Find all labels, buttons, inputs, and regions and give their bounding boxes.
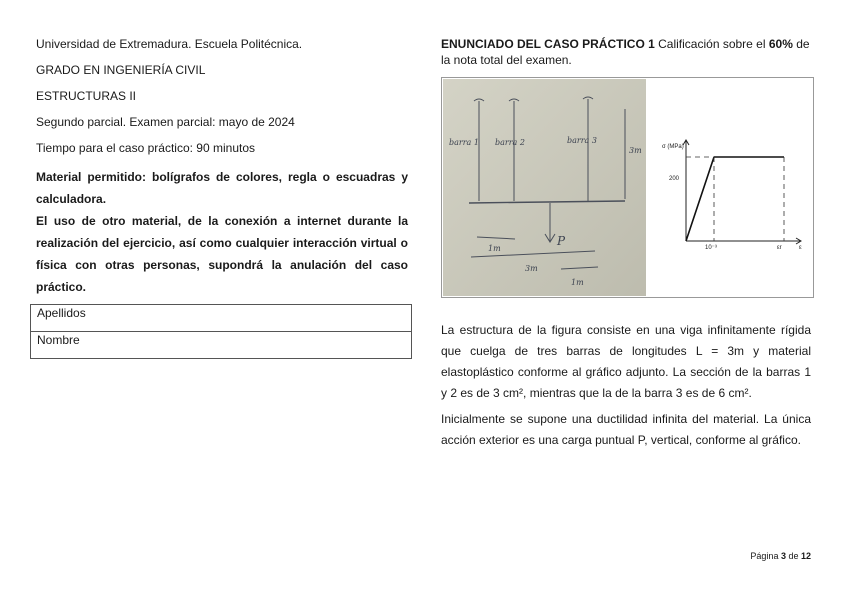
graph-x-label: ε <box>799 245 802 251</box>
university-line: Universidad de Extremadura. Escuela Politécnica. <box>36 37 303 51</box>
grading-percent: 60% <box>768 37 793 51</box>
sketch-dim-a: 1m <box>488 244 501 253</box>
graph-y-label: σ (MPa) <box>662 144 684 150</box>
surname-field[interactable]: Apellidos <box>31 305 412 332</box>
course-line: ESTRUCTURAS II <box>36 89 137 103</box>
student-form <box>30 304 412 359</box>
footer-page-word: Página <box>750 551 781 561</box>
exam-header <box>36 36 408 298</box>
footer-of-word: de <box>785 551 801 561</box>
sketch-bar3-label: barra 3 <box>567 136 597 145</box>
sketch-dim-c: 1m <box>571 278 584 287</box>
structure-sketch <box>443 79 646 296</box>
graph-x-tick-er: εr <box>777 245 782 251</box>
page-footer <box>750 551 811 561</box>
problem-paragraph-1: La estructura de la figura consiste en una viga infinitamente rígida que cuelga de tres barras de longitudes L = 3m y material elastoplástico conforme al gráfico adjunto. La sección de la barras 1 y 2 es de 3 cm², mientras que la de la barra 3 es de 6 cm². <box>441 323 811 400</box>
footer-page-number: 3 <box>780 551 786 561</box>
footer-page-total: 12 <box>800 551 811 561</box>
degree-line: GRADO EN INGENIERÍA CIVIL <box>36 63 206 77</box>
warning-notice: El uso de otro material, de la conexión a internet durante la realización del ejercicio, así como cualquier interacción virtual o física con otras personas, supondrá la anulación del caso práctico. <box>36 214 408 294</box>
sketch-bar2-label: barra 2 <box>495 138 525 147</box>
problem-heading <box>441 36 811 68</box>
problem-figure <box>441 77 814 298</box>
grading-tail: de la nota total del examen. <box>441 37 810 67</box>
graph-x-tick-1: 10⁻³ <box>705 245 717 251</box>
stress-strain-svg <box>648 79 812 296</box>
materials-notice: Material permitido: bolígrafos de colores, regla o escuadras y calculadora. <box>36 170 408 206</box>
problem-paragraph-2: Inicialmente se supone una ductilidad infinita del material. La única acción exterior es una carga puntual P, vertical, conforme al gráfico. <box>441 412 811 447</box>
sketch-load-label: P <box>557 234 566 248</box>
exam-line: Segundo parcial. Examen parcial: mayo de 2024 <box>36 115 295 129</box>
curve-segment-1 <box>686 157 714 241</box>
time-line: Tiempo para el caso práctico: 90 minutos <box>36 141 255 155</box>
structure-sketch-photo <box>443 79 646 296</box>
sketch-height-label: 3m <box>629 146 642 155</box>
stress-strain-graph <box>648 79 812 296</box>
name-field[interactable]: Nombre <box>31 332 412 359</box>
graph-y-tick-200: 200 <box>669 176 680 182</box>
grading-text: Calificación sobre el <box>654 37 769 51</box>
case-title: ENUNCIADO DEL CASO PRÁCTICO 1 <box>441 37 655 51</box>
sketch-bar1-label: barra 1 <box>449 138 479 147</box>
sketch-dim-b: 3m <box>525 264 538 273</box>
